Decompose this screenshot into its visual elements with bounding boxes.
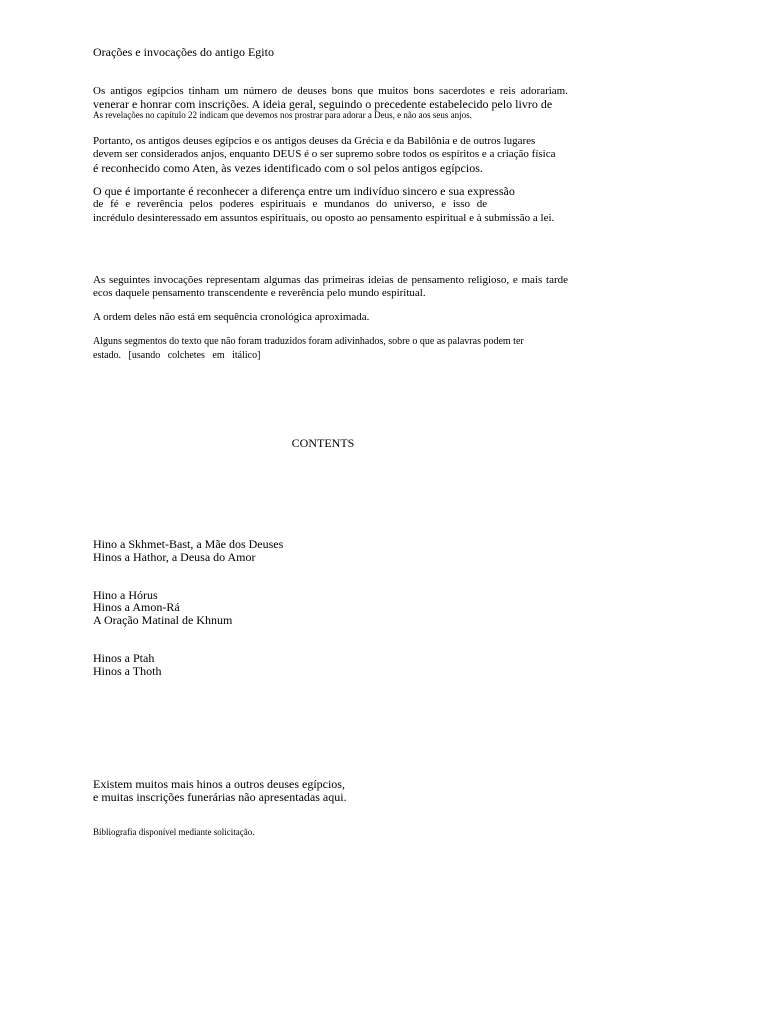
invocations-line-2: ecos daquele pensamento transcendente e reverência pelo mundo espiritual. [93, 287, 426, 299]
contents-item-ptah: Hinos a Ptah [93, 651, 155, 665]
intro-line-3: As revelações no capítulo 22 indicam que devemos nos prostrar para adorar a Deus, e não aos seus anjos. [93, 110, 472, 120]
contents-item-amon-ra: Hinos a Amon-Rá [93, 600, 180, 614]
contents-heading: CONTENTS [291, 436, 355, 450]
page-title: Orações e invocações do antigo Egito [93, 45, 274, 59]
sincere-line-2: de fé e reverência pelos poderes espirituais e mundanos do universo, e isso de [93, 198, 488, 210]
order-note: A ordem deles não está em sequência cronológica aproximada. [93, 311, 370, 323]
closing-line-1: Existem muitos mais hinos a outros deuses egípcios, [93, 777, 345, 791]
contents-item-thoth: Hinos a Thoth [93, 664, 162, 678]
contents-item-horus: Hino a Hórus [93, 588, 158, 602]
angels-line-3: é reconhecido como Aten, às vezes identificado com o sol pelos antigos egípcios. [93, 161, 483, 175]
segments-note-line-1: Alguns segmentos do texto que não foram traduzidos foram adivinhados, sobre o que as palavras podem ter [93, 336, 524, 347]
angels-line-2: devem ser considerados anjos, enquanto DEUS é o ser supremo sobre todos os espíritos e a criação física [93, 148, 556, 160]
closing-line-2: e muitas inscrições funerárias não apresentadas aqui. [93, 790, 347, 804]
contents-item-khnum: A Oração Matinal de Khnum [93, 613, 233, 627]
bibliography-note: Bibliografia disponível mediante solicitação. [93, 827, 255, 837]
contents-item-skhmet-bast: Hino a Skhmet-Bast, a Mãe dos Deuses [93, 537, 284, 551]
intro-line-1: Os antigos egípcios tinham um número de deuses bons que muitos bons sacerdotes e reis adorariam. [93, 85, 568, 97]
angels-line-1: Portanto, os antigos deuses egípcios e os antigos deuses da Grécia e da Babilônia e de outros lugares [93, 135, 536, 147]
intro-line-2: venerar e honrar com inscrições. A ideia geral, seguindo o precedente estabelecido pelo livro de [93, 97, 553, 111]
contents-item-hathor: Hinos a Hathor, a Deusa do Amor [93, 550, 256, 564]
segments-note-line-2: estado. [usando colchetes em itálico] [93, 350, 261, 361]
invocations-line-1: As seguintes invocações representam algumas das primeiras ideias de pensamento religioso, e mais tarde [93, 274, 568, 286]
sincere-line-1: O que é importante é reconhecer a diferença entre um indivíduo sincero e sua expressão [93, 184, 515, 198]
sincere-line-3: incrédulo desinteressado em assuntos espirituais, ou oposto ao pensamento espiritual e à submissão a lei. [93, 212, 555, 224]
